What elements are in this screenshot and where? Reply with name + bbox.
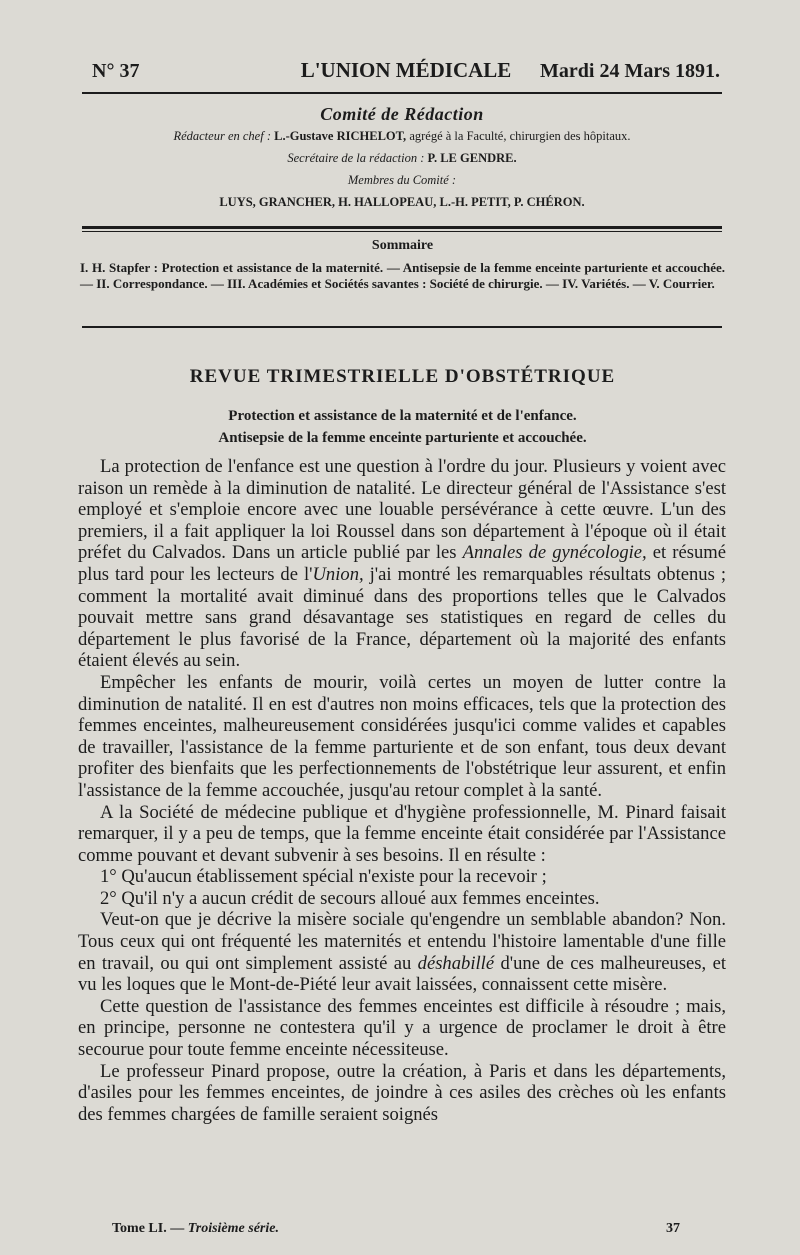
secretary-label: Secrétaire de la rédaction : [287,151,425,165]
header-rule [82,92,722,94]
subheading-1: Protection et assistance de la maternité et de l'enfance. [228,408,577,424]
paragraph-1 [78,456,726,672]
editor-name: L.-Gustave RICHELOT, [274,129,407,143]
journal-title: L'UNION MÉDICALE [300,58,512,82]
paragraph-7: Cette question de l'assistance des femmes enceintes est difficile à résoudre ; mais, en principe, personne ne contestera qu'il y a urgence de proclamer le droit à être secourue pour toute femme enceinte nécessiteuse. [78,995,726,1061]
summary-section [80,238,725,292]
paragraph-6-text-b: d'une de ces malheureuses, et vu les loques que le Mont-de-Piété leur avait laissées, connaissent cette misère. [78,952,726,996]
subheading-2: Antisepsie de la femme enceinte parturiente et accouchée. [218,430,587,446]
summary-rule [82,326,722,328]
paragraph-1-text-c: j'ai montré les remarquables résultats obtenus ; comment la mortalité avait diminué dans des proportions telles que le Calvados pouvait mettre sans grand désavantage ses statistiques en regard de celles du département le plus favorisé de la France, département où la majorité des enfants étaient élevés au sein. [78,563,726,672]
paragraph-8: Le professeur Pinard propose, outre la création, à Paris et dans les départements, d'asiles pour les femmes enceintes, de joindre à ces asiles des crèches où les enfants des femmes chargées de famille seraient soignés [78,1060,726,1125]
volume-number: Tome LI. — [112,1221,188,1236]
summary-title: Sommaire [371,238,434,253]
secretary-line [82,147,722,169]
section-title: REVUE TRIMESTRIELLE D'OBSTÉTRIQUE [189,366,616,387]
page-header [92,58,720,88]
union-italic: Union, [312,563,364,585]
issue-date: Mardi 24 Mars 1891. [540,60,720,82]
paragraph-5: 2° Qu'il n'y a aucun crédit de secours alloué aux femmes enceintes. [100,887,600,909]
deshabille-italic: déshabillé [417,952,495,974]
volume-info [112,1221,279,1237]
summary-text: I. H. Stapfer : Protection et assistance de la maternité. — Antisepsie de la femme enceinte parturiente et accouchée. — II. Correspondance. — III. Académies et Sociétés savantes : Société de chirurgie. — IV. Variétés. — V. Courrier. [80,260,725,291]
committee-rule [82,226,722,229]
editor-label: Rédacteur en chef : [173,129,271,143]
page-number: 37 [666,1221,680,1236]
members-label-line [82,169,722,191]
paragraph-4: 1° Qu'aucun établissement spécial n'existe pour la recevoir ; [100,866,547,888]
paragraph-3: A la Société de médecine publique et d'hygiène professionnelle, M. Pinard faisait remarquer, il y a peu de temps, que la femme enceinte était considérée par l'Assistance comme pouvant et devant subvenir à ses besoins. Il en résulte : [78,801,726,866]
paragraph-6-text-a: Veut-on que je décrive la misère sociale qu'engendre un semblable abandon? Non. Tous ceux qui ont fréquenté les maternités et entendu l'histoire lamentable d'une fille en travail, ou qui ont simplement assisté au [78,909,726,974]
paragraph-2: Empêcher les enfants de mourir, voilà certes un moyen de lutter contre la diminution de natalité. Il en est d'autres non moins efficaces, tels que la protection des femmes enceintes, malheureusement considérées jusqu'ici comme valides et capables de travailler, l'assistance de la femme parturiente et de son enfant, tous deux devant profiter des bienfaits que les perfectionnements de l'obstétrique leur assurent, et enfin l'assistance de la femme accouchée, jusqu'au retour complet à la santé. [78,671,726,801]
members-label: Membres du Comité : [347,173,457,187]
paragraph-6 [78,909,726,995]
committee-title: Comité de Rédaction [320,104,484,124]
paragraph-1-text-b: et résumé plus tard pour les lecteurs de l' [78,542,726,585]
members-line [82,191,722,213]
series-label: Troisième série. [187,1221,279,1236]
committee-rule-thin [82,231,722,232]
issue-number: N° 37 [92,60,140,82]
editor-description: agrégé à la Faculté, chirurgien des hôpitaux. [409,129,631,143]
annales-italic: Annales de gynécologie, [462,542,647,564]
secretary-name: P. LE GENDRE. [427,151,517,165]
paragraph-1-text-a: La protection de l'enfance est une question à l'ordre du jour. Plusieurs y voient avec raison un remède à la diminution de natalité. Le directeur général de l'Assistance s'est employé et s'emploie encore avec une louable persévérance à cette œuvre. L'un des premiers, il a fait appliquer la loi Roussel dans son département à l'époque où il était préfet du Calvados. Dans un article publié par les [78,456,726,564]
page-footer [112,1221,680,1243]
editorial-committee [82,104,722,213]
members-names: LUYS, GRANCHER, H. HALLOPEAU, L.-H. PETIT, P. CHÉRON. [219,195,585,209]
editor-in-chief-line [82,125,722,147]
article-body [78,456,726,1125]
